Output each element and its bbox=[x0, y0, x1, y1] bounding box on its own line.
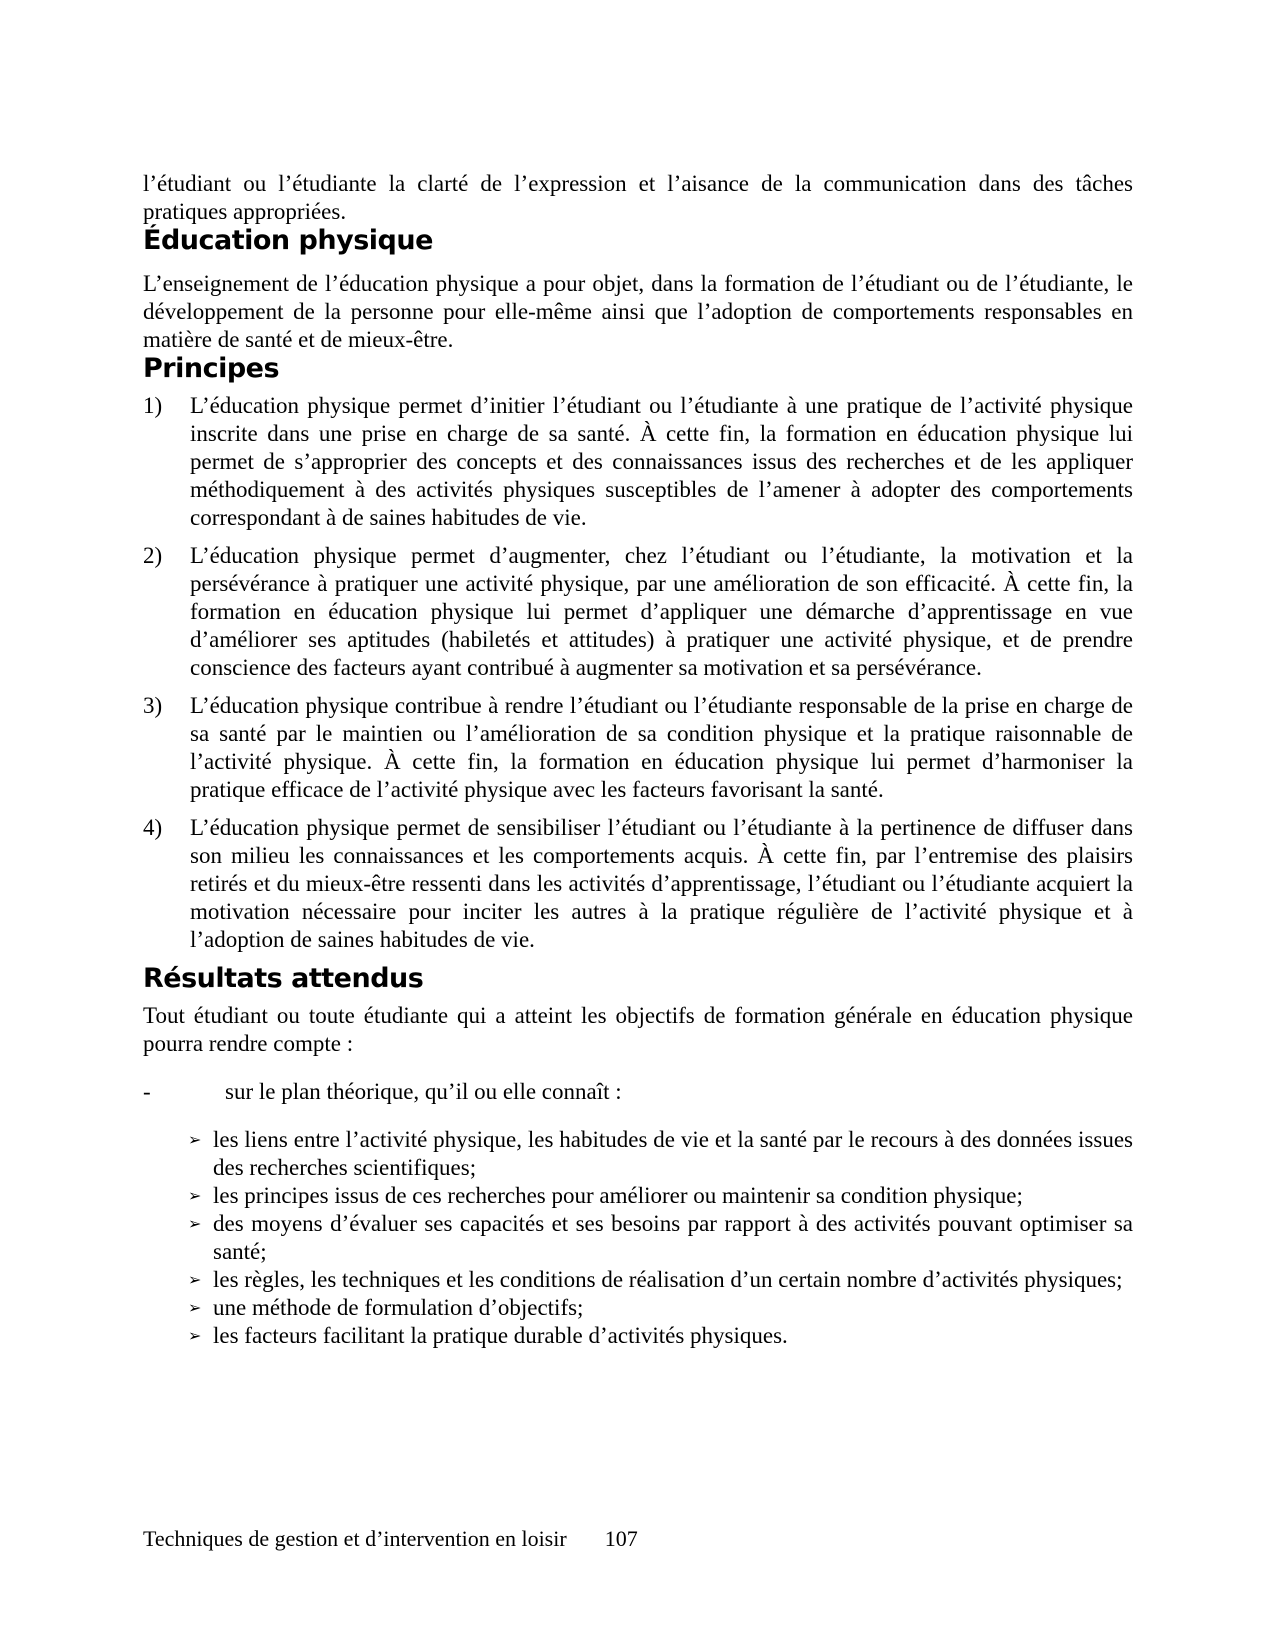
heading-education-physique: Éducation physique bbox=[143, 225, 433, 256]
dash-marker: - bbox=[143, 1079, 151, 1104]
arrow-bullet-icon: ➢ bbox=[188, 1270, 202, 1289]
resultats-intro-paragraph: Tout étudiant ou toute étudiante qui a atteint les objectifs de formation générale en éducation physique pourra rendre compte : bbox=[143, 1003, 1133, 1056]
principle-text: L’éducation physique permet d’initier l’étudiant ou l’étudiante à une pratique de l’activité physique inscrite dans une prise en charge de sa santé. À cette fin, la formation en éducation physique lui permet de s’approprier des concepts et des connaissances issus des recherches et de les appliquer méthodiquement à des activités physiques susceptibles de l’amener à adopter des comportements correspondant à de saines habitudes de vie. bbox=[190, 393, 1133, 530]
principle-text: L’éducation physique permet de sensibiliser l’étudiant ou l’étudiante à la pertinence de diffuser dans son milieu les connaissances et les comportements acquis. À cette fin, par l’entremise des plaisirs retirés et du mieux-être ressenti dans les activités d’apprentissage, l’étudiant ou l’étudiante acquiert la motivation nécessaire pour inciter les autres à la pratique régulière de l’activité physique et à l’adoption de saines habitudes de vie. bbox=[190, 815, 1133, 952]
arrow-bullet-icon: ➢ bbox=[188, 1130, 202, 1149]
bullet-item bbox=[188, 1294, 1133, 1322]
principle-text: L’éducation physique permet d’augmenter, chez l’étudiant ou l’étudiante, la motivation et la persévérance à pratiquer une activité physique, par une amélioration de son efficacité. À cette fin, la formation en éducation physique lui permet d’appliquer une démarche d’apprentissage en vue d’améliorer ses aptitudes (habiletés et attitudes) à pratiquer une activité physique, et de prendre conscience des facteurs ayant contribué à augmenter sa motivation et sa persévérance. bbox=[190, 543, 1133, 680]
bullet-item bbox=[188, 1210, 1133, 1266]
bullet-item bbox=[188, 1266, 1133, 1294]
principle-item-3 bbox=[143, 692, 1133, 804]
bullet-text: les facteurs facilitant la pratique durable d’activités physiques. bbox=[213, 1323, 788, 1348]
list-number: 1) bbox=[143, 393, 163, 418]
arrow-bullet-icon: ➢ bbox=[188, 1186, 202, 1205]
principle-item-2 bbox=[143, 542, 1133, 682]
arrow-bullet-icon: ➢ bbox=[188, 1326, 202, 1345]
dash-item-text: sur le plan théorique, qu’il ou elle connaît : bbox=[225, 1079, 622, 1104]
list-number: 2) bbox=[143, 543, 163, 568]
heading-principes: Principes bbox=[143, 353, 280, 384]
list-number: 4) bbox=[143, 815, 163, 840]
principle-item-1 bbox=[143, 392, 1133, 532]
bullet-item bbox=[188, 1322, 1133, 1350]
footer-page-number: 107 bbox=[604, 1526, 638, 1551]
page-footer bbox=[143, 1526, 638, 1552]
bullet-text: les liens entre l’activité physique, les habitudes de vie et la santé par le recours à des données issues des recherches scientifiques; bbox=[213, 1127, 1133, 1180]
knowledge-bullet-list bbox=[188, 1126, 1133, 1350]
bullet-text: des moyens d’évaluer ses capacités et ses besoins par rapport à des activités pouvant optimiser sa santé; bbox=[213, 1211, 1133, 1264]
bullet-text: les principes issus de ces recherches pour améliorer ou maintenir sa condition physique; bbox=[213, 1183, 1023, 1208]
heading-resultats-attendus: Résultats attendus bbox=[143, 963, 424, 994]
bullet-item bbox=[188, 1182, 1133, 1210]
principle-text: L’éducation physique contribue à rendre l’étudiant ou l’étudiante responsable de la prise en charge de sa santé par le maintien ou l’amélioration de sa condition physique et la pratique raisonnable de l’activité physique. À cette fin, la formation en éducation physique lui permet d’harmoniser la pratique efficace de l’activité physique avec les facteurs favorisant la santé. bbox=[190, 693, 1133, 802]
dash-list-item bbox=[143, 1078, 1133, 1106]
principle-item-4 bbox=[143, 814, 1133, 954]
bullet-text: une méthode de formulation d’objectifs; bbox=[213, 1295, 584, 1320]
footer-title: Techniques de gestion et d’intervention en loisir bbox=[143, 1526, 567, 1551]
bullet-text: les règles, les techniques et les conditions de réalisation d’un certain nombre d’activités physiques; bbox=[213, 1267, 1123, 1292]
education-physique-paragraph: L’enseignement de l’éducation physique a pour objet, dans la formation de l’étudiant ou de l’étudiante, le développement de la personne pour elle-même ainsi que l’adoption de comportements responsables en matière de santé et de mieux-être. bbox=[143, 271, 1133, 352]
arrow-bullet-icon: ➢ bbox=[188, 1214, 202, 1233]
list-number: 3) bbox=[143, 693, 163, 718]
bullet-item bbox=[188, 1126, 1133, 1182]
intro-paragraph: l’étudiant ou l’étudiante la clarté de l’expression et l’aisance de la communication dans des tâches pratiques appropriées. bbox=[143, 171, 1133, 224]
arrow-bullet-icon: ➢ bbox=[188, 1298, 202, 1317]
principles-list bbox=[143, 392, 1133, 954]
